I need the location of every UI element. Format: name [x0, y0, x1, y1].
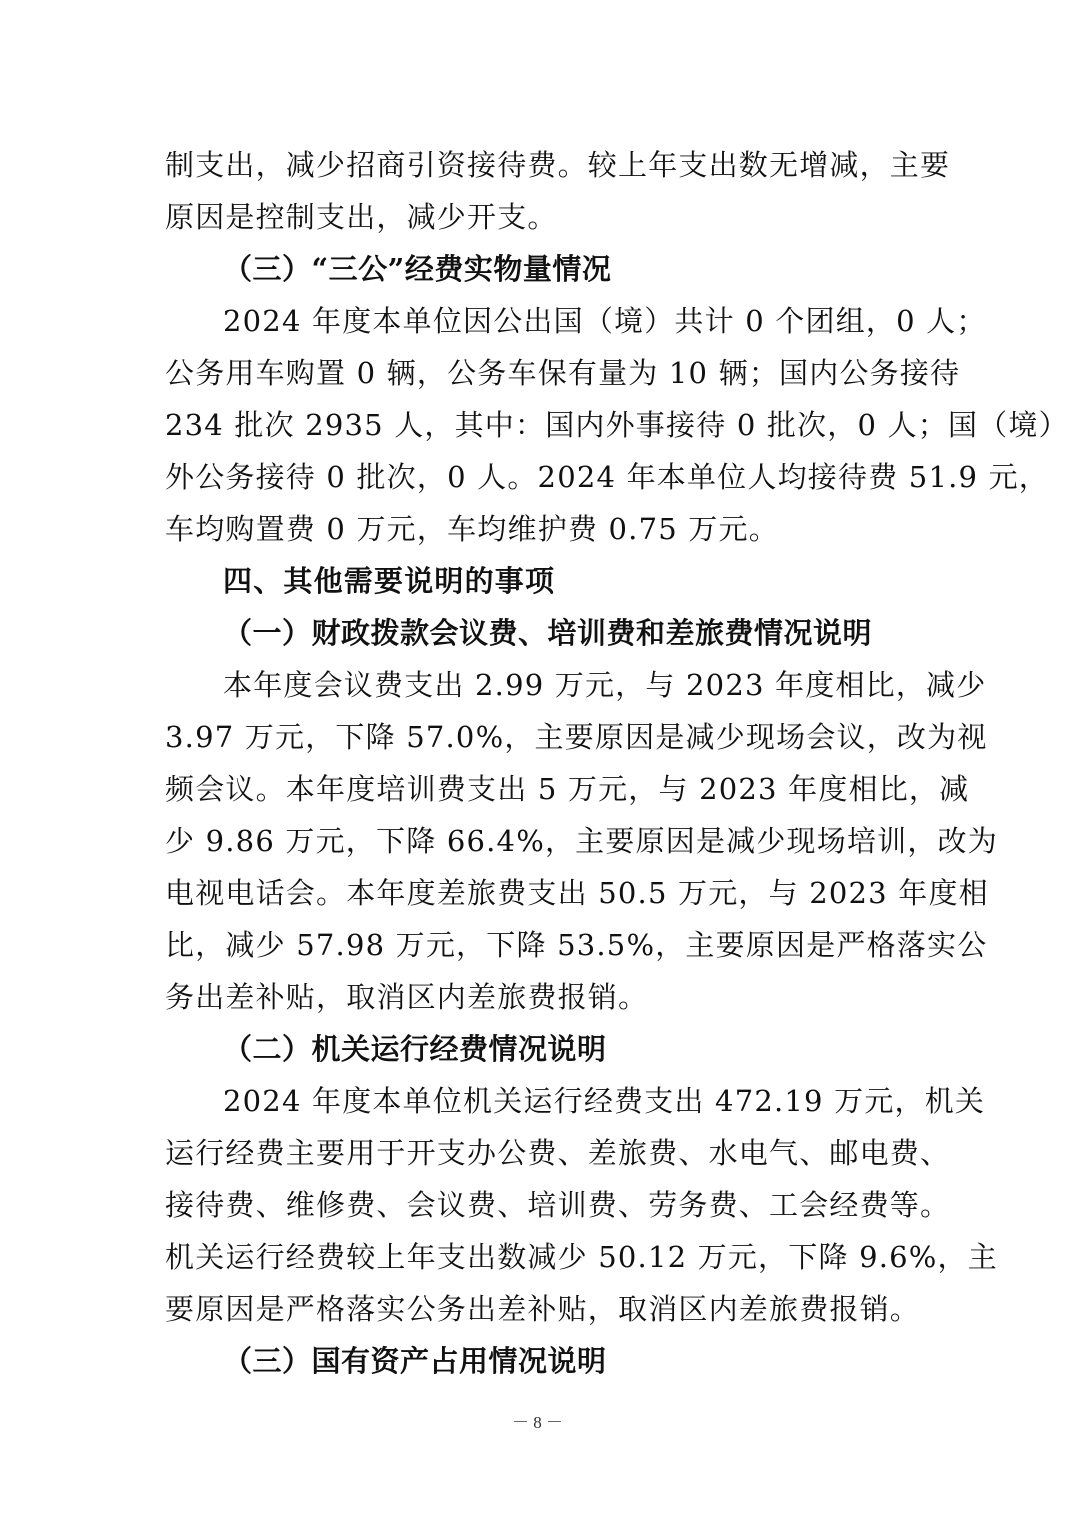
section-heading-sanggong-quantity: （三）“三公”经费实物量情况 [223, 252, 612, 286]
paragraph-line: 电视电话会。本年度差旅费支出 50.5 万元，与 2023 年度相 [165, 876, 989, 910]
paragraph-line: 本年度会议费支出 2.99 万元，与 2023 年度相比，减少 [223, 668, 987, 702]
section-heading-other-matters: 四、其他需要说明的事项 [223, 564, 556, 598]
paragraph-line: 车均购置费 0 万元，车均维护费 0.75 万元。 [165, 512, 779, 546]
body-text [165, 139, 1069, 1387]
section-heading-meeting-training-travel: （一）财政拨款会议费、培训费和差旅费情况说明 [223, 616, 873, 650]
paragraph-line: 公务用车购置 0 辆，公务车保有量为 10 辆；国内公务接待 [165, 356, 961, 390]
paragraph-line: 务出差补贴，取消区内差旅费报销。 [165, 980, 649, 1014]
paragraph-line: 要原因是严格落实公务出差补贴，取消区内差旅费报销。 [165, 1292, 921, 1326]
paragraph-line: 少 9.86 万元，下降 66.4%，主要原因是减少现场培训，改为 [165, 824, 998, 858]
section-heading-operating-expenses: （二）机关运行经费情况说明 [223, 1032, 607, 1066]
paragraph-line: 3.97 万元，下降 57.0%，主要原因是减少现场会议，改为视 [165, 720, 988, 754]
paragraph-line: 机关运行经费较上年支出数减少 50.12 万元，下降 9.6%，主 [165, 1240, 998, 1274]
paragraph-line: 制支出，减少招商引资接待费。较上年支出数无增减，主要 [165, 148, 951, 182]
paragraph-line: 比，减少 57.98 万元，下降 53.5%，主要原因是严格落实公 [165, 928, 988, 962]
paragraph-line: 234 批次 2935 人，其中：国内外事接待 0 批次，0 人；国（境） [165, 408, 1069, 442]
paragraph-line: 接待费、维修费、会议费、培训费、劳务费、工会经费等。 [165, 1188, 951, 1222]
paragraph-line: 2024 年度本单位机关运行经费支出 472.19 万元，机关 [223, 1084, 986, 1118]
section-heading-state-assets: （三）国有资产占用情况说明 [223, 1344, 607, 1378]
paragraph-line: 原因是控制支出，减少开支。 [165, 200, 558, 234]
page-number: － 8 － [512, 1413, 563, 1432]
paragraph-line: 外公务接待 0 批次，0 人。2024 年本单位人均接待费 51.9 元， [165, 460, 1049, 494]
paragraph-line: 运行经费主要用于开支办公费、差旅费、水电气、邮电费、 [165, 1136, 951, 1170]
paragraph-line: 频会议。本年度培训费支出 5 万元，与 2023 年度相比，减 [165, 772, 970, 806]
paragraph-line: 2024 年度本单位因公出国（境）共计 0 个团组，0 人； [223, 304, 987, 338]
